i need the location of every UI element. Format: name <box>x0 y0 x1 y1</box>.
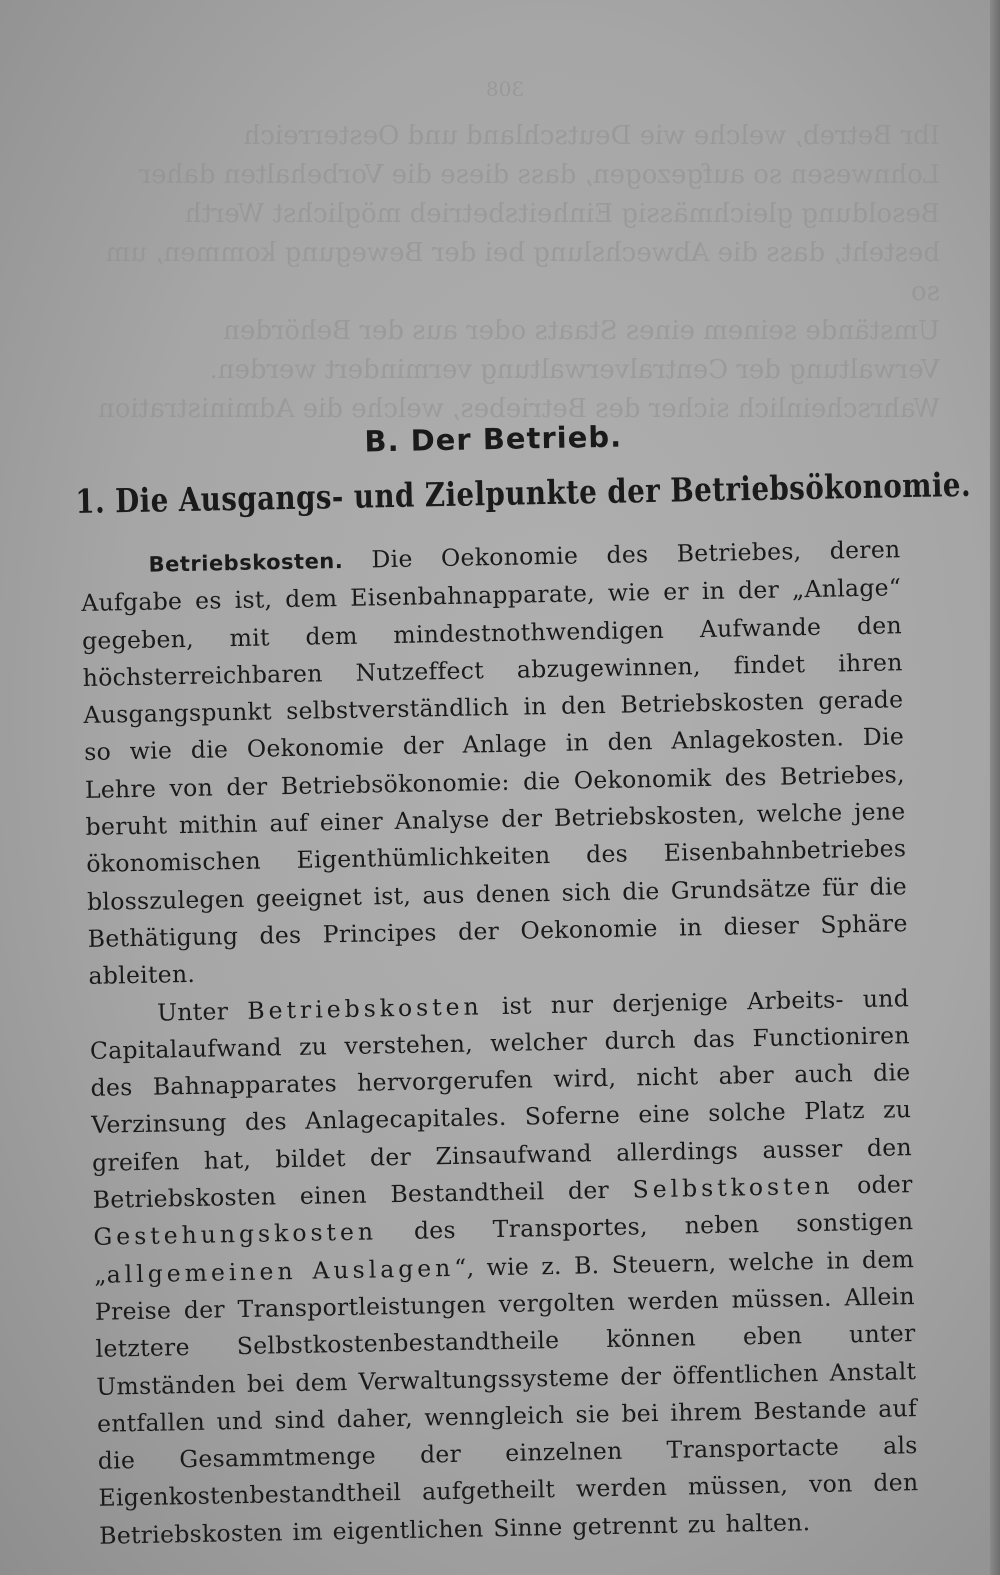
bleed-line: Verwaltung der Centralverwaltung vermindert werden. <box>209 355 940 385</box>
paragraph-text: Unter <box>156 996 248 1027</box>
subsection-title: 1. Die Ausgangs- und Zielpunkte der Betriebsökonomie. <box>74 464 972 522</box>
paragraph-text: “, wie z. B. Steuern, welche in dem Preise der Transportleistungen vergolten werden müssen. Allein letztere Selbstkostenbestandtheile können eben unter Umständen bei dem Verwaltungssysteme der öffentlichen Anstalt entfallen und sind daher, wenngleich sie bei ihrem Bestande auf die Gesammtmenge der einzelnen Transportacte als Eigenkostenbestandtheil aufgetheilt werden müssen, von den Betriebskosten im eigentlichen Sinne getrennt zu halten. <box>94 1244 919 1550</box>
bleed-line: Umstände seinem eines Staats oder aus der Behörden <box>223 316 940 346</box>
paragraph-text: ist nur derjenige Arbeits- und Capitalaufwand zu verstehen, welcher durch das Functioniren des Bahnapparates hervorgerufen wird, nicht aber auch die Verzinsung des Anlagecapitales. Soferne eine solche Platz zu greifen hat, bildet der Zinsaufwand allerdings ausser den Betriebskosten einen Bestandtheil der <box>89 983 913 1214</box>
paragraph-text: des Transportes, neben sonstigen „ <box>93 1207 914 1289</box>
paragraph-text: Die Oekonomie des Betriebes, deren Aufgabe es ist, dem Eisenbahnapparate, wie er in der „Anlage“ gegeben, mit dem mindestnothwendigen Aufwande den höchsterreichbaren Nutzeffect abzugewinnen, findet ihren Ausgangspunkt selbstverständlich in den Betriebskosten gerade so wie die Oekonomie der Anlage in den Anlagekosten. Die Lehre von der Betriebsökonomie: die Oekonomik des Betriebes, beruht mithin auf einer Analyse der Betriebskosten, welche jene ökonomischen Eigenthümlichkeiten des Eisenbahnbetriebes blosszulegen geeignet ist, aus denen sich die Grundsätze für die Bethätigung des Principes der Oekonomie in dieser Sphäre ableiten. <box>81 535 908 991</box>
bleed-line: Ibr Betreb, welche wie Deutschland und Oesterreich <box>243 121 940 151</box>
spaced-term: Gestehungskosten <box>93 1217 378 1252</box>
paragraph-text: oder <box>833 1170 913 1200</box>
bleed-line: Wahrscheinlich sicher des Betriebes, welche die Administration <box>98 394 940 424</box>
page-content <box>74 414 972 1555</box>
spaced-term: Betriebskosten <box>247 991 483 1025</box>
paragraph-lead: Betriebskosten. <box>148 548 344 577</box>
paragraph-definition <box>89 980 920 1555</box>
bleed-line: besteht, dass die Abwechslung bei der Bewegung kommen, um so <box>105 238 940 307</box>
spaced-term: Selbstkosten <box>632 1171 834 1204</box>
section-title: B. Der Betrieb. <box>364 419 623 459</box>
bleed-through-text <box>70 70 940 424</box>
paragraph-betriebskosten <box>80 531 908 995</box>
bleed-line: Besoldung gleichmässig Einheitsbetrieb möglichst Werth <box>184 199 940 229</box>
bleed-page-number: 308 <box>485 77 525 101</box>
page-edge <box>990 0 1000 1575</box>
spaced-term: allgemeinen Auslagen <box>106 1253 455 1289</box>
bleed-line: Lohnwesen so aufgezogen, dass diese die Vorbehalten daher <box>138 160 940 190</box>
